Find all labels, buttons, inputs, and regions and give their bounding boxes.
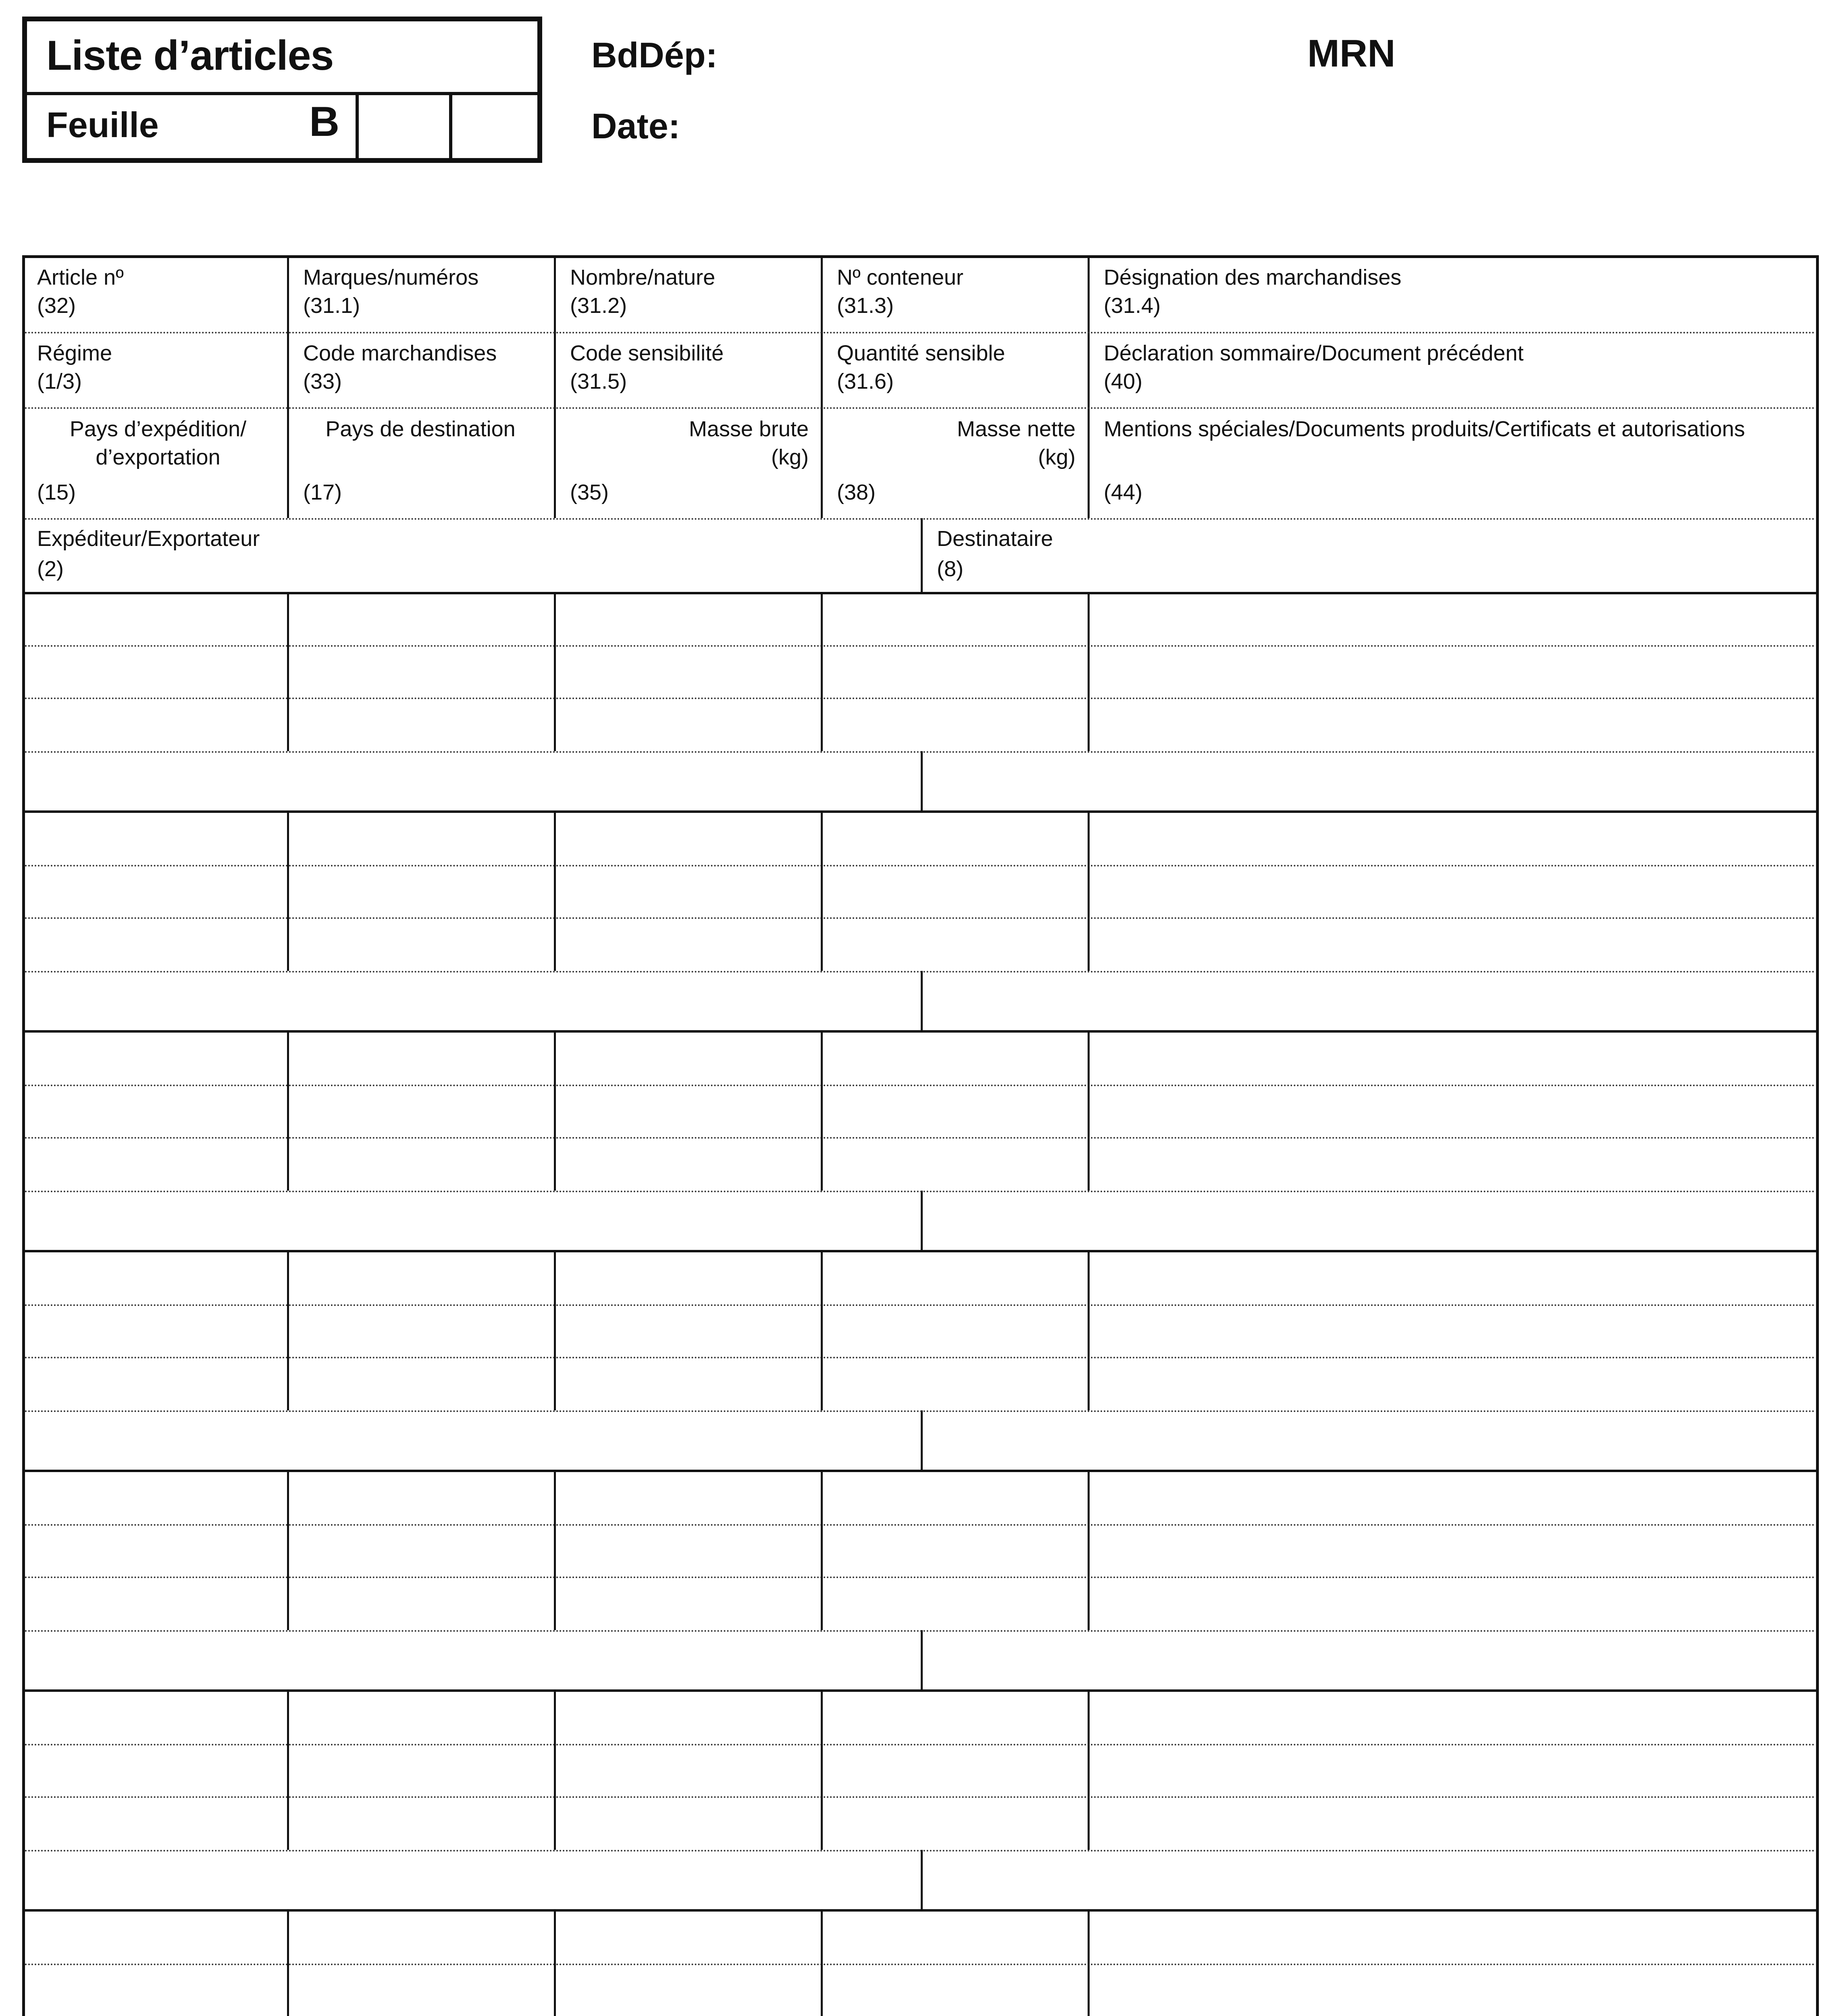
header-col-divider <box>821 258 823 518</box>
conteneur-code: (31.3) <box>837 294 894 318</box>
item-col-divider <box>554 1031 556 1191</box>
item-col-divider <box>554 1251 556 1410</box>
date-label: Date: <box>591 106 680 146</box>
header-row-separator <box>25 332 1816 333</box>
item-row-separator <box>25 865 1816 866</box>
sheet-label: Feuille <box>46 105 159 145</box>
masse-nette-label: Masse nette <box>957 417 1076 441</box>
item-block[interactable] <box>25 812 1816 1031</box>
item-col-divider <box>554 1471 556 1630</box>
header-party-divider <box>921 518 923 593</box>
header-row-separator <box>25 518 1816 520</box>
header-row-separator <box>25 407 1816 409</box>
title-row <box>27 21 537 95</box>
sheet-title-box <box>22 17 542 163</box>
item-block[interactable] <box>25 1910 1816 2016</box>
item-col-divider <box>287 812 289 971</box>
marques-label: Marques/numéros <box>303 265 479 289</box>
pays-destination-label: Pays de destination <box>325 417 516 441</box>
item-col-divider <box>821 812 823 971</box>
item-row-separator <box>25 1744 1816 1745</box>
item-col-divider <box>1088 1471 1090 1630</box>
item-row-separator <box>25 917 1816 919</box>
sheet-letter: B <box>309 98 340 145</box>
expediteur-label: Expéditeur/Exportateur <box>37 527 260 551</box>
item-col-divider <box>821 1910 823 2016</box>
quantite-sensible-code: (31.6) <box>837 369 894 394</box>
header-col-divider <box>1088 258 1090 518</box>
masse-brute-unit: (kg) <box>771 445 809 469</box>
mentions-label: Mentions spéciales/Documents produits/Certificats et autorisations <box>1104 417 1745 441</box>
marques-code: (31.1) <box>303 294 360 318</box>
item-row-separator <box>25 1796 1816 1798</box>
item-col-divider <box>1088 1251 1090 1410</box>
item-block[interactable] <box>25 1471 1816 1691</box>
mrn-label: MRN <box>1307 32 1396 75</box>
nombre-code: (31.2) <box>570 294 627 318</box>
masse-brute-label: Masse brute <box>689 417 809 441</box>
item-col-divider <box>821 1691 823 1850</box>
pays-expedition-code: (15) <box>37 480 76 504</box>
masse-nette-code: (38) <box>837 480 876 504</box>
item-col-divider <box>287 1691 289 1850</box>
article-no-code: (32) <box>37 294 76 318</box>
code-marchandises-label: Code marchandises <box>303 341 497 365</box>
item-row-separator <box>25 698 1816 699</box>
expediteur-code: (2) <box>37 557 64 581</box>
quantite-sensible-label: Quantité sensible <box>837 341 1005 365</box>
item-col-divider <box>287 592 289 751</box>
item-col-divider <box>554 1691 556 1850</box>
item-party-divider <box>921 971 923 1031</box>
item-block[interactable] <box>25 592 1816 812</box>
item-col-divider <box>287 1031 289 1191</box>
nombre-label: Nombre/nature <box>570 265 716 289</box>
declaration-label: Déclaration sommaire/Document précédent <box>1104 341 1524 365</box>
conteneur-label: Nº conteneur <box>837 265 963 289</box>
bddep-label: BdDép: <box>591 35 718 75</box>
masse-nette-unit: (kg) <box>1038 445 1076 469</box>
article-no-label: Article nº <box>37 265 124 289</box>
code-sensibilite-code: (31.5) <box>570 369 627 394</box>
item-col-divider <box>287 1251 289 1410</box>
pays-expedition-label: Pays d’expédition/ <box>69 417 247 441</box>
item-row-separator <box>25 645 1816 647</box>
item-block[interactable] <box>25 1691 1816 1910</box>
pays-expedition-label-2: d’exportation <box>96 445 221 469</box>
header-col-divider <box>554 258 556 518</box>
declaration-code: (40) <box>1104 369 1143 394</box>
item-col-divider <box>554 1910 556 2016</box>
item-col-divider <box>554 812 556 971</box>
item-row-separator <box>25 1524 1816 1526</box>
regime-code: (1/3) <box>37 369 82 394</box>
item-row-separator <box>25 1085 1816 1086</box>
item-col-divider <box>1088 1910 1090 2016</box>
header-col-divider <box>287 258 289 518</box>
item-party-divider <box>921 1630 923 1691</box>
item-row-separator <box>25 1357 1816 1358</box>
regime-label: Régime <box>37 341 112 365</box>
item-block[interactable] <box>25 1031 1816 1251</box>
item-row-separator <box>25 1577 1816 1578</box>
item-party-divider <box>921 1191 923 1251</box>
destinataire-label: Destinataire <box>937 527 1053 551</box>
item-col-divider <box>1088 812 1090 971</box>
item-col-divider <box>821 1031 823 1191</box>
sheet-number-boxes[interactable] <box>356 92 452 163</box>
pays-destination-code: (17) <box>303 480 342 504</box>
item-party-divider <box>921 1850 923 1910</box>
item-col-divider <box>1088 592 1090 751</box>
masse-brute-code: (35) <box>570 480 609 504</box>
item-col-divider <box>1088 1031 1090 1191</box>
item-party-divider <box>921 751 923 812</box>
item-col-divider <box>821 1471 823 1630</box>
item-col-divider <box>287 1471 289 1630</box>
item-block[interactable] <box>25 1251 1816 1471</box>
item-col-divider <box>821 1251 823 1410</box>
item-row-separator <box>25 1964 1816 1965</box>
item-party-divider <box>921 1410 923 1471</box>
item-col-divider <box>821 592 823 751</box>
item-col-divider <box>1088 1691 1090 1850</box>
destinataire-code: (8) <box>937 557 963 581</box>
form-title: Liste d’articles <box>46 32 334 79</box>
code-marchandises-code: (33) <box>303 369 342 394</box>
item-row-separator <box>25 1304 1816 1306</box>
items-table <box>22 255 1819 2016</box>
mentions-code: (44) <box>1104 480 1143 504</box>
designation-label: Désignation des marchandises <box>1104 265 1402 289</box>
code-sensibilite-label: Code sensibilité <box>570 341 724 365</box>
designation-code: (31.4) <box>1104 294 1161 318</box>
item-col-divider <box>554 592 556 751</box>
item-row-separator <box>25 1137 1816 1139</box>
item-col-divider <box>287 1910 289 2016</box>
